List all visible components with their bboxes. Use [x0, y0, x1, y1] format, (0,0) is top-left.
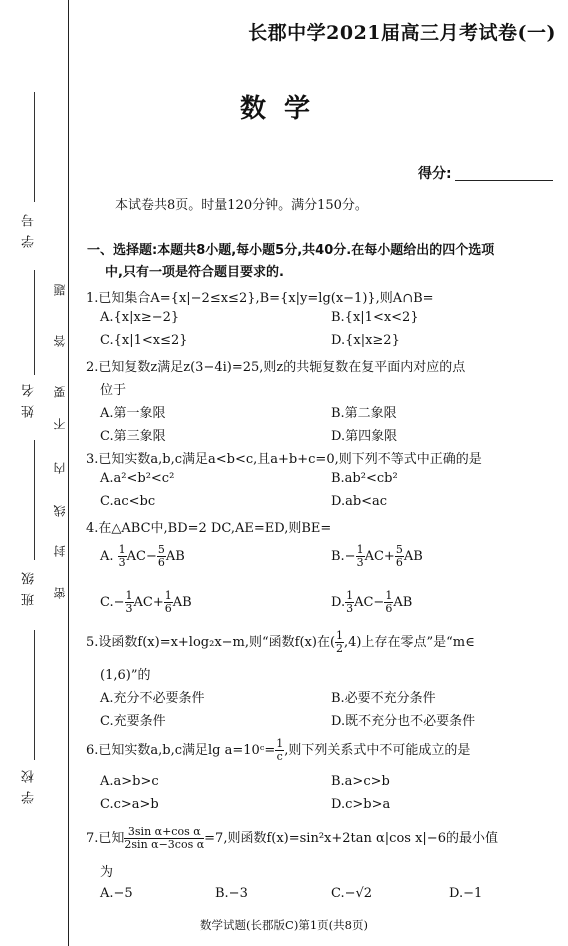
question-4-option-b[interactable]: B.− $\frac{1}{3}$ AC+ $\frac{5}{6}$ AB: [331, 543, 423, 569]
question-6-stem: [86, 738, 470, 763]
fraction: $\frac{5}{6}$: [157, 543, 165, 569]
question-2-stem-cont: 位于: [100, 383, 127, 398]
question-6-option-a[interactable]: A.a>b>c: [100, 774, 159, 789]
fraction: $\frac{1}{c}$: [276, 737, 284, 763]
fraction: $\frac{5}{6}$: [395, 543, 403, 569]
question-2-option-d[interactable]: D.第四象限: [331, 429, 398, 444]
seal-char: 答: [53, 335, 67, 347]
fraction: $\frac{1}{2}$: [336, 629, 344, 655]
exam-intro: 本试卷共8页。时量120分钟。满分150分。: [115, 198, 368, 213]
question-4-option-d[interactable]: D. $\frac{1}{3}$ AC− $\frac{1}{6}$ AB: [331, 589, 413, 615]
fraction: $\frac{1}{3}$: [346, 589, 354, 615]
question-2-option-b[interactable]: B.第二象限: [331, 406, 397, 421]
fraction: $\frac{1}{6}$: [164, 589, 172, 615]
section-line-2: 中,只有一项是符合题目要求的.: [105, 265, 284, 280]
question-3-option-b[interactable]: B.ab²<cb²: [331, 471, 398, 486]
question-7-option-c[interactable]: C.−√2: [331, 886, 373, 901]
score-blank[interactable]: [455, 180, 553, 181]
question-6-stem-b: ,则下列关系式中不可能成立的是: [284, 743, 471, 758]
question-5-stem-b: 上存在零点”是“m∈: [361, 635, 475, 650]
fraction: $\frac{\text{3sin α+cos α}}{\text{2sin α−3cos α}}$: [124, 825, 205, 851]
question-5-option-a[interactable]: A.充分不必要条件: [100, 691, 205, 706]
question-4-option-a[interactable]: A. $\frac{1}{3}$ AC− $\frac{5}{6}$ AB: [100, 543, 185, 569]
question-6-stem-a: 6.已知实数a,b,c满足lg a=10ᶜ=: [86, 743, 276, 758]
fraction: $\frac{1}{3}$: [356, 543, 364, 569]
question-5-stem-a: 5.设函数f(x)=x+log₂x−m,则“函数f(x)在: [86, 635, 330, 650]
seal-char: 内: [53, 462, 67, 474]
name-blank[interactable]: [34, 270, 35, 375]
question-3-option-d[interactable]: D.ab<ac: [331, 494, 388, 509]
question-4-option-c[interactable]: C.− $\frac{1}{3}$ AC+ $\frac{1}{6}$ AB: [100, 589, 192, 615]
exam-title: 长郡中学2021届高三月考试卷(一): [248, 22, 556, 44]
question-3-stem: 3.已知实数a,b,c满足a<b<c,且a+b+c=0,则下列不等式中正确的是: [86, 452, 482, 467]
question-3-option-c[interactable]: C.ac<bc: [100, 494, 156, 509]
class-label: 班 级: [22, 570, 37, 607]
school-label: 学 校: [22, 768, 37, 805]
student-number-label: 学 号: [22, 212, 37, 249]
question-2-stem: 2.已知复数z满足z(3−4i)=25,则z的共轭复数在复平面内对应的点: [86, 360, 466, 375]
seal-char: 不: [53, 418, 67, 430]
fraction: $\frac{1}{3}$: [125, 589, 133, 615]
seal-char: 线: [53, 505, 67, 517]
subject-title: 数学: [239, 94, 328, 124]
question-7-stem: [86, 826, 498, 851]
question-6-option-c[interactable]: C.c>a>b: [100, 797, 159, 812]
question-4-stem: 4.在△ABC中,BD=2 DC,AE=ED,则BE=: [86, 521, 332, 536]
question-5-stem-cont: (1,6)”的: [100, 668, 151, 683]
section-heading: [87, 240, 557, 284]
seal-char: 密: [53, 587, 67, 599]
question-5-option-d[interactable]: D.既不充分也不必要条件: [331, 714, 476, 729]
binding-line: [68, 0, 69, 946]
fraction: $\frac{1}{6}$: [385, 589, 393, 615]
score-label: 得分:: [418, 166, 452, 182]
question-5-option-b[interactable]: B.必要不充分条件: [331, 691, 436, 706]
name-label: 姓 名: [22, 382, 37, 419]
class-blank[interactable]: [34, 440, 35, 560]
question-3-option-a[interactable]: A.a²<b²<c²: [100, 471, 175, 486]
question-7-option-a[interactable]: A.−5: [100, 886, 133, 901]
fraction: $\frac{1}{3}$: [118, 543, 126, 569]
question-7-stem-b: =7,则函数f(x)=sin²x+2tan α|cos x|−6的最小值: [204, 831, 498, 846]
question-7-stem-cont: 为: [100, 865, 114, 880]
page-footer: 数学试题(长郡版C)第1页(共8页): [200, 918, 368, 932]
school-blank[interactable]: [34, 630, 35, 760]
question-1-option-d[interactable]: D.{x|x≥2}: [331, 333, 400, 348]
question-5-stem: 5.设函数f(x)=x+log₂x−m,则“函数f(x)在( $\frac{1}{2}$ ,4)上存在零点”是“m∈: [86, 629, 475, 655]
question-7-stem-a: 7.已知: [86, 831, 125, 846]
question-7-option-b[interactable]: B.−3: [215, 886, 248, 901]
question-2-option-c[interactable]: C.第三象限: [100, 429, 166, 444]
question-6-option-d[interactable]: D.c>b>a: [331, 797, 391, 812]
question-1-option-a[interactable]: A.{x|x≥−2}: [100, 310, 180, 325]
question-6-option-b[interactable]: B.a>c>b: [331, 774, 390, 789]
seal-char: 封: [53, 545, 67, 557]
seal-char: 题: [53, 284, 67, 296]
question-1-stem: 1.已知集合A={x|−2≤x≤2},B={x|y=lg(x−1)},则A∩B=: [86, 291, 434, 306]
question-2-option-a[interactable]: A.第一象限: [100, 406, 166, 421]
question-7-option-d[interactable]: D.−1: [449, 886, 483, 901]
question-5-option-c[interactable]: C.充要条件: [100, 714, 166, 729]
section-line-1: 一、选择题:本题共8小题,每小题5分,共40分.在每小题给出的四个选项: [87, 243, 495, 258]
seal-char: 要: [53, 386, 67, 398]
question-1-option-c[interactable]: C.{x|1<x≤2}: [100, 333, 188, 348]
question-1-option-b[interactable]: B.{x|1<x<2}: [331, 310, 419, 325]
